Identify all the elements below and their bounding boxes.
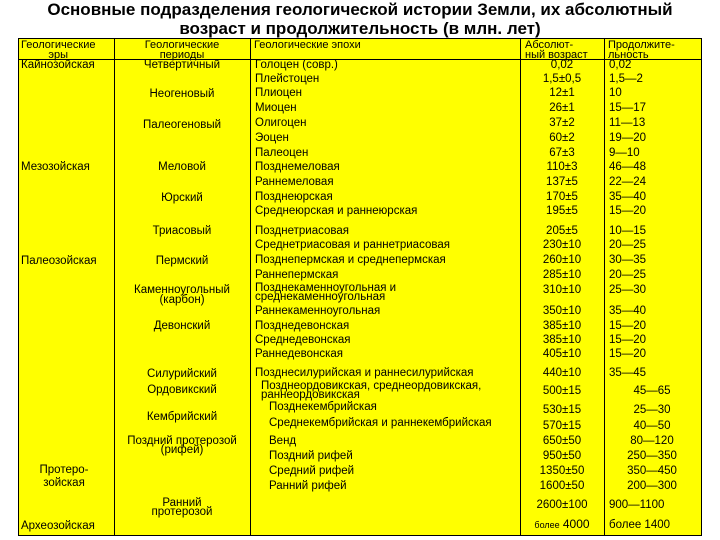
age-value: 205±5: [546, 225, 578, 237]
duration-value: 40—50: [633, 420, 671, 432]
duration-value: 250—350: [627, 450, 677, 462]
epoch: Позднемеловая: [255, 161, 340, 173]
age-value: 195±5: [546, 205, 578, 217]
epoch: Среднедевонская: [255, 334, 351, 346]
epoch: Раннедевонская: [255, 348, 344, 360]
title-line-2: возраст и продолжительность (в млн. лет): [179, 19, 541, 38]
age-value: 137±5: [546, 176, 578, 188]
age-value: 0,02: [550, 59, 574, 71]
period-quaternary: Четвертичный: [143, 59, 221, 71]
era-mesozoic: Мезозойская: [21, 161, 90, 173]
epoch: Палеоцен: [255, 147, 309, 159]
epoch: Позднетриасовая: [255, 225, 349, 237]
duration-value: 350—450: [627, 465, 677, 477]
epoch: Голоцен (совр.): [255, 59, 338, 71]
age-value: 405±10: [542, 348, 582, 360]
geology-table: [18, 38, 702, 536]
duration-value: 900—1100: [609, 499, 665, 511]
age-value: 285±10: [542, 269, 582, 281]
period-paleogene: Палеогеновый: [142, 119, 222, 131]
duration-value: 1,5—2: [609, 73, 643, 85]
epoch: Ранний рифей: [269, 480, 347, 492]
duration-value: 15—20: [609, 320, 647, 332]
epoch: Позднепермская и среднепермская: [255, 254, 446, 266]
period-ordovician: Ордовикский: [147, 384, 217, 396]
epoch: Среднетриасовая и раннетриасовая: [255, 239, 450, 251]
duration-value: 9—10: [609, 147, 640, 159]
duration-value: 15—20: [609, 205, 647, 217]
epoch: Раннепермская: [255, 269, 339, 281]
duration-value: 25—30: [633, 404, 671, 416]
period-neogene: Неогеновый: [149, 88, 215, 100]
age-value: 570±15: [542, 420, 582, 432]
age-value: 650±50: [542, 435, 582, 447]
duration-value: 19—20: [609, 132, 647, 144]
duration-value: 22—24: [609, 176, 647, 188]
duration-value: 15—17: [609, 102, 647, 114]
age-value: 12±1: [549, 87, 575, 99]
epoch: Плейстоцен: [255, 73, 320, 85]
epoch: Раннемеловая: [255, 176, 334, 188]
duration-value: 15—20: [609, 348, 647, 360]
era-archean: Археозойская: [21, 520, 95, 532]
age-value: 67±3: [549, 147, 575, 159]
duration-value: 200—300: [627, 480, 677, 492]
era-cenozoic: Кайнозойская: [21, 59, 95, 71]
epoch: Венд: [269, 435, 297, 447]
duration-value: 80—120: [630, 435, 674, 447]
age-value: 37±2: [549, 117, 575, 129]
duration-archean: более 1400: [609, 519, 671, 531]
age-value: 2600±100: [536, 499, 588, 511]
period-silurian: Силурийский: [147, 368, 217, 380]
epoch: Среднекембрийская и раннекембрийская: [269, 417, 492, 429]
age-value: 60±2: [549, 132, 575, 144]
epoch: Позднеюрская: [255, 191, 333, 203]
period-cretaceous: Меловой: [158, 161, 206, 173]
duration-value: 10—15: [609, 225, 647, 237]
epoch: Раннекаменноугольная: [255, 305, 381, 317]
duration-value: 35—40: [609, 305, 647, 317]
age-value: 530±15: [542, 404, 582, 416]
header-eras: Геологические эры: [21, 39, 96, 61]
age-value: 385±10: [542, 334, 582, 346]
duration-value: 25—30: [609, 284, 647, 296]
duration-value: 46—48: [609, 161, 647, 173]
age-value: 350±10: [542, 305, 582, 317]
period-triassic: Триасовый: [152, 225, 212, 237]
epoch: Плиоцен: [255, 87, 302, 99]
period-carboniferous: Каменноугольный (карбон): [134, 284, 230, 306]
period-cambrian: Кембрийский: [146, 411, 218, 423]
age-value: 1600±50: [539, 480, 585, 492]
col-divider: [250, 39, 251, 535]
col-divider: [114, 39, 115, 535]
header-periods: Геологические периоды: [144, 39, 220, 61]
duration-value: 30—35: [609, 254, 647, 266]
age-value: 110±3: [546, 161, 578, 173]
header-duration: Продолжите- льность: [608, 39, 675, 61]
period-jurassic: Юрский: [161, 192, 203, 204]
duration-value: 10: [609, 87, 622, 99]
duration-value: 0,02: [609, 59, 632, 71]
age-value: 500±15: [542, 385, 582, 397]
age-value: 310±10: [542, 284, 582, 296]
epoch: Эоцен: [255, 132, 289, 144]
age-value: 260±10: [542, 254, 582, 266]
period-permian: Пермский: [155, 255, 209, 267]
title-line-1: Основные подразделения геологической истории Земли, их абсолютный: [47, 0, 673, 19]
duration-value: 20—25: [609, 239, 647, 251]
age-value: 950±50: [542, 450, 582, 462]
period-late-proterozoic: Поздний протерозой (рифей): [127, 435, 237, 456]
duration-value: 20—25: [609, 269, 647, 281]
duration-value: 15—20: [609, 334, 647, 346]
age-value: 26±1: [549, 102, 575, 114]
era-proterozoic: Протеро- зойская: [39, 464, 89, 489]
period-devonian: Девонский: [153, 320, 211, 332]
duration-value: 35—40: [609, 191, 647, 203]
era-paleozoic: Палеозойская: [21, 255, 97, 267]
epoch: Олигоцен: [255, 117, 307, 129]
header-epochs: Геологические эпохи: [254, 39, 361, 51]
page-title: [0, 0, 720, 38]
age-value: 230±10: [542, 239, 582, 251]
age-value: 440±10: [542, 367, 582, 379]
duration-value: 45—65: [633, 385, 671, 397]
age-value: 1350±50: [539, 465, 585, 477]
age-value: 385±10: [542, 320, 582, 332]
period-early-proterozoic: Ранний протерозой: [151, 497, 213, 518]
epoch: Позднеордовикская, среднеордовикская, раннеордовикская: [261, 380, 482, 401]
age-value: 170±5: [546, 191, 578, 203]
duration-value: 35—45: [609, 367, 647, 379]
epoch: Позднесилурийская и раннесилурийская: [255, 367, 474, 379]
epoch: Позднекембрийская: [269, 401, 377, 413]
age-value: 1,5±0,5: [542, 73, 582, 85]
epoch: Миоцен: [255, 102, 297, 114]
epoch: Поздний рифей: [269, 450, 353, 462]
epoch: Средний рифей: [269, 465, 355, 477]
epoch: Позднедевонская: [255, 320, 350, 332]
age-archean: более 4000: [534, 517, 590, 531]
epoch: Среднеюрская и раннеюрская: [255, 205, 418, 217]
header-age: Абсолют- ный возраст: [525, 39, 588, 61]
epoch: Позднекаменноугольная и среднекаменноугольная: [255, 282, 397, 303]
duration-value: 11—13: [609, 117, 646, 129]
